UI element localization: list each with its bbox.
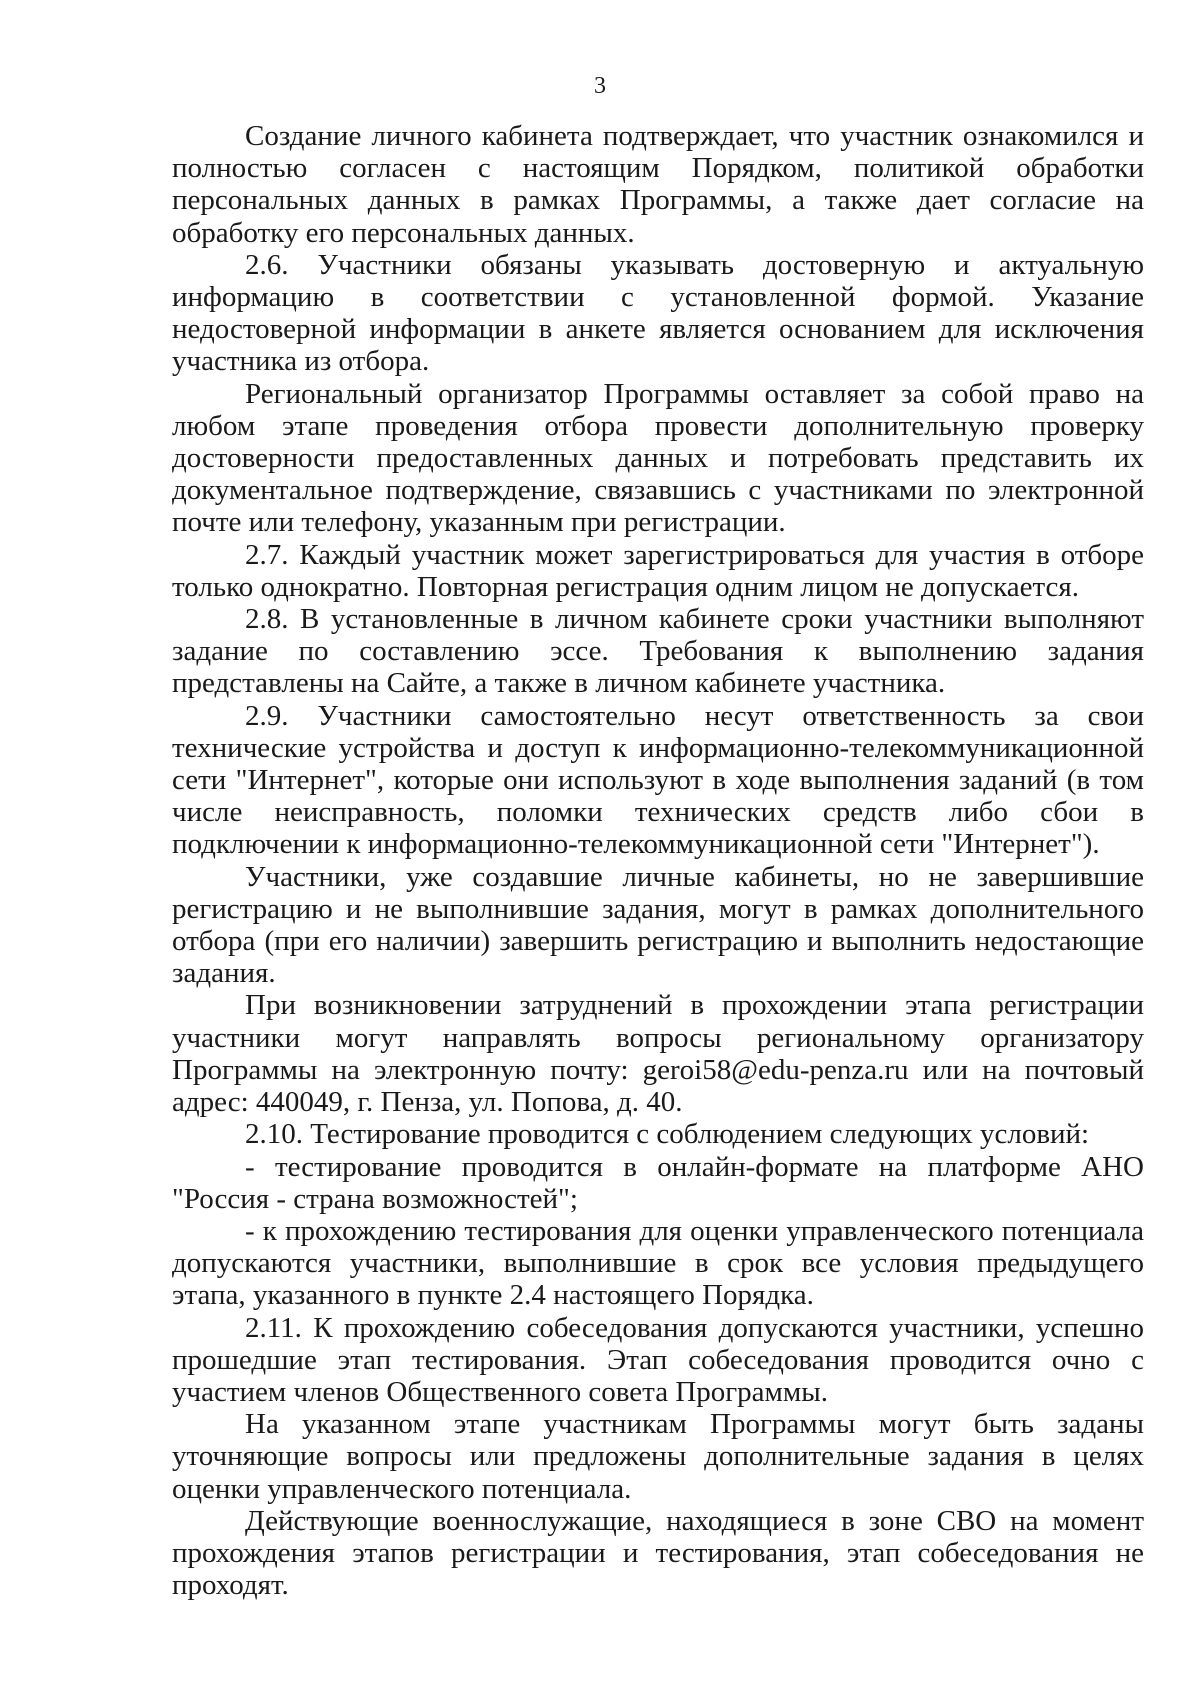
paragraph-2-6: 2.6. Участники обязаны указывать достоверную и актуальную информацию в соответствии с установленной формой. Указание недостоверной информации в анкете является основанием для исключения участника из отбора. [172,248,1144,378]
paragraph-2-11: 2.11. К прохождению собеседования допускаются участники, успешно прошедшие этап тестирования. Этап собеседования проводится очно с участием членов Общественного совета Программы. [172,1311,1144,1408]
paragraph-additional-questions: На указанном этапе участникам Программы могут быть заданы уточняющие вопросы или предложены дополнительные задания в целях оценки управленческого потенциала. [172,1408,1144,1505]
paragraph-regional-organizer-check: Региональный организатор Программы оставляет за собой право на любом этапе проведения отбора провести дополнительную проверку достоверности предоставленных данных и потребовать представить их документальное подтверждение, связавшись с участниками по электронной почте или телефону, указанным при регистрации. [172,377,1144,539]
paragraph-incomplete-registration: Участники, уже создавшие личные кабинеты, но не завершившие регистрацию и не выполнившие задания, могут в рамках дополнительного отбора (при его наличии) завершить регистрацию и выполнить недостающие задания. [172,860,1144,990]
document-body [172,120,1144,1601]
paragraph-military-exemption: Действующие военнослужащие, находящиеся в зоне СВО на момент прохождения этапов регистрации и тестирования, этап собеседования не проходят. [172,1504,1144,1602]
paragraph-2-10: 2.10. Тестирование проводится с соблюдением следующих условий: [245,1118,1090,1151]
paragraph-personal-account: Создание личного кабинета подтверждает, что участник ознакомился и полностью согласен с настоящим Порядком, политикой обработки персональных данных в рамках Программы, а также дает согласие на обработку его персональных данных. [172,120,1144,249]
paragraph-2-9: 2.9. Участники самостоятельно несут ответственность за свои технические устройства и доступ к информационно-телекоммуникационной сети "Интернет", которые они используют в ходе выполнения заданий (в том числе неисправность, поломки технических средств либо сбои в подключении к информационно-телекоммуникационной сети "Интернет"). [172,699,1144,861]
paragraph-2-8: 2.8. В установленные в личном кабинете сроки участники выполняют задание по составлению эссе. Требования к выполнению задания представлены на Сайте, а также в личном кабинете участника. [172,603,1144,700]
list-item-online-format: - тестирование проводится в онлайн-формате на платформе АНО "Россия - страна возможностей"; [172,1150,1144,1215]
page-number: 3 [594,73,606,99]
list-item-testing-admission: - к прохождению тестирования для оценки управленческого потенциала допускаются участники, выполнившие в срок все условия предыдущего этапа, указанного в пункте 2.4 настоящего Порядка. [172,1214,1144,1312]
paragraph-2-7: 2.7. Каждый участник может зарегистрироваться для участия в отборе только однократно. Повторная регистрация одним лицом не допускается. [172,538,1144,603]
paragraph-contact-info: При возникновении затруднений в прохождении этапа регистрации участники могут направлять вопросы региональному организатору Программы на электронную почту: geroi58@edu-penza.ru или на почтовый адрес: 440049, г. Пенза, ул. Попова, д. 40. [172,989,1144,1119]
